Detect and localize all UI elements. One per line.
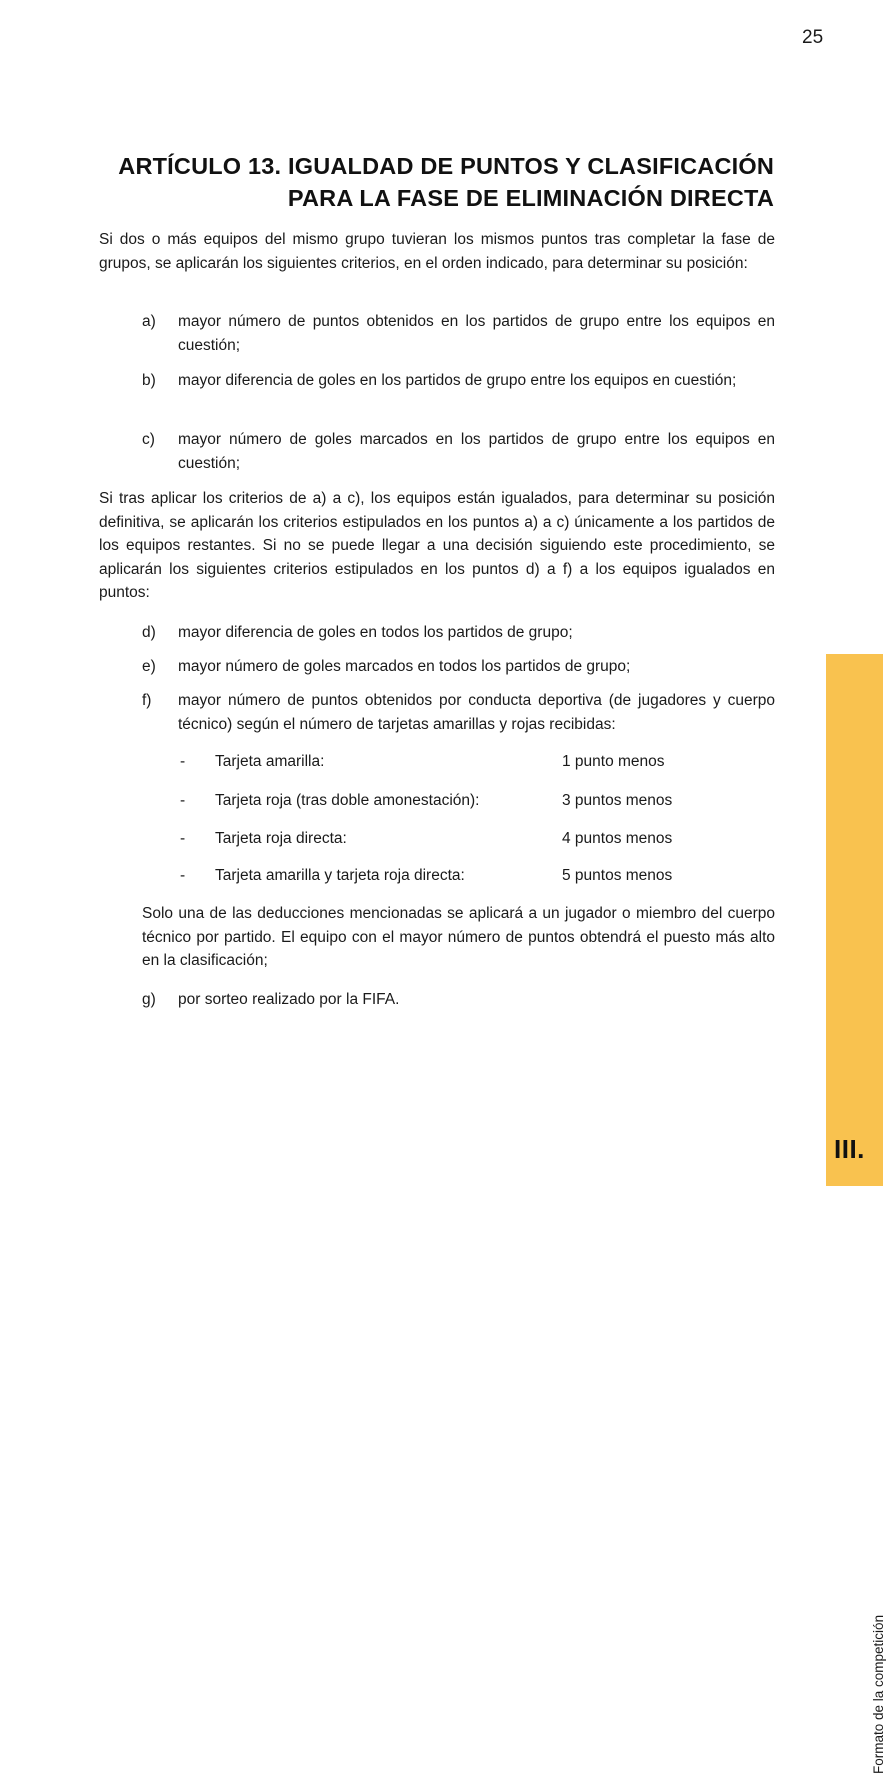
card-points: 3 puntos menos [562,792,673,809]
article-title-line-2: PARA LA FASE DE ELIMINACIÓN DIRECTA [287,185,774,211]
criterion-text: mayor número de puntos obtenidos en los partidos de grupo entre los equipos en cuestión; [178,313,775,354]
section-number: III. [834,1134,865,1164]
criterion-a [142,310,775,357]
section-side-tab [826,654,886,1774]
criterion-label: a) [142,313,156,330]
criterion-f [142,689,775,736]
criterion-label: d) [142,624,156,641]
card-points: 4 puntos menos [562,830,673,847]
bullet-dash: - [180,753,186,770]
card-name: Tarjeta roja directa: [215,830,347,847]
deduction-note: Solo una de las deducciones mencionadas se aplicará a un jugador o miembro del cuerpo técnico por partido. El equipo con el mayor número de puntos obtendrá el puesto más alto en la clasificación; [142,905,775,969]
card-points: 1 punto menos [562,753,665,770]
criterion-text: mayor número de goles marcados en los partidos de grupo entre los equipos en cuestión; [178,431,775,472]
criterion-label: e) [142,658,156,675]
card-name: Tarjeta amarilla y tarjeta roja directa: [215,867,465,884]
criterion-d [142,621,775,645]
bullet-dash: - [180,867,186,884]
criterion-e [142,655,775,679]
intro-paragraph: Si dos o más equipos del mismo grupo tuvieran los mismos puntos tras completar la fase de grupos, se aplicarán los siguientes criterios, en el orden indicado, para determinar su posición: [99,231,775,272]
criterion-text: por sorteo realizado por la FIFA. [178,991,400,1008]
criterion-b [142,369,775,393]
criterion-text: mayor diferencia de goles en los partidos de grupo entre los equipos en cuestión; [178,372,737,389]
criterion-text: mayor diferencia de goles en todos los partidos de grupo; [178,624,573,641]
article-title-line-1: ARTÍCULO 13. IGUALDAD DE PUNTOS Y CLASIFICACIÓN [118,153,774,179]
criterion-text: mayor número de puntos obtenidos por conducta deportiva (de jugadores y cuerpo técnico) según el número de tarjetas amarillas y rojas recibidas: [178,692,775,733]
section-tab-label: Formato de la competición [871,1614,886,1774]
criterion-label: g) [142,991,156,1008]
bullet-dash: - [180,830,186,847]
criterion-c [142,428,775,475]
criterion-label: b) [142,372,156,389]
criterion-label: c) [142,431,155,448]
bullet-dash: - [180,792,186,809]
criterion-g [142,988,775,1012]
criterion-label: f) [142,692,152,709]
card-name: Tarjeta amarilla: [215,753,325,770]
page-number: 25 [802,27,824,48]
tiebreak-paragraph: Si tras aplicar los criterios de a) a c), los equipos están igualados, para determinar su posición definitiva, se aplicarán los criterios estipulados en los puntos a) a c) únicamente a los partidos de los equipos restantes. Si no se puede llegar a una decisión siguiendo este procedimiento, se aplicarán los siguientes criterios estipulados en los puntos d) a f) a los equipos igualados en puntos: [99,490,775,601]
criterion-text: mayor número de goles marcados en todos los partidos de grupo; [178,658,631,675]
card-name: Tarjeta roja (tras doble amonestación): [215,792,480,809]
card-points: 5 puntos menos [562,867,673,884]
article-title [98,150,774,214]
